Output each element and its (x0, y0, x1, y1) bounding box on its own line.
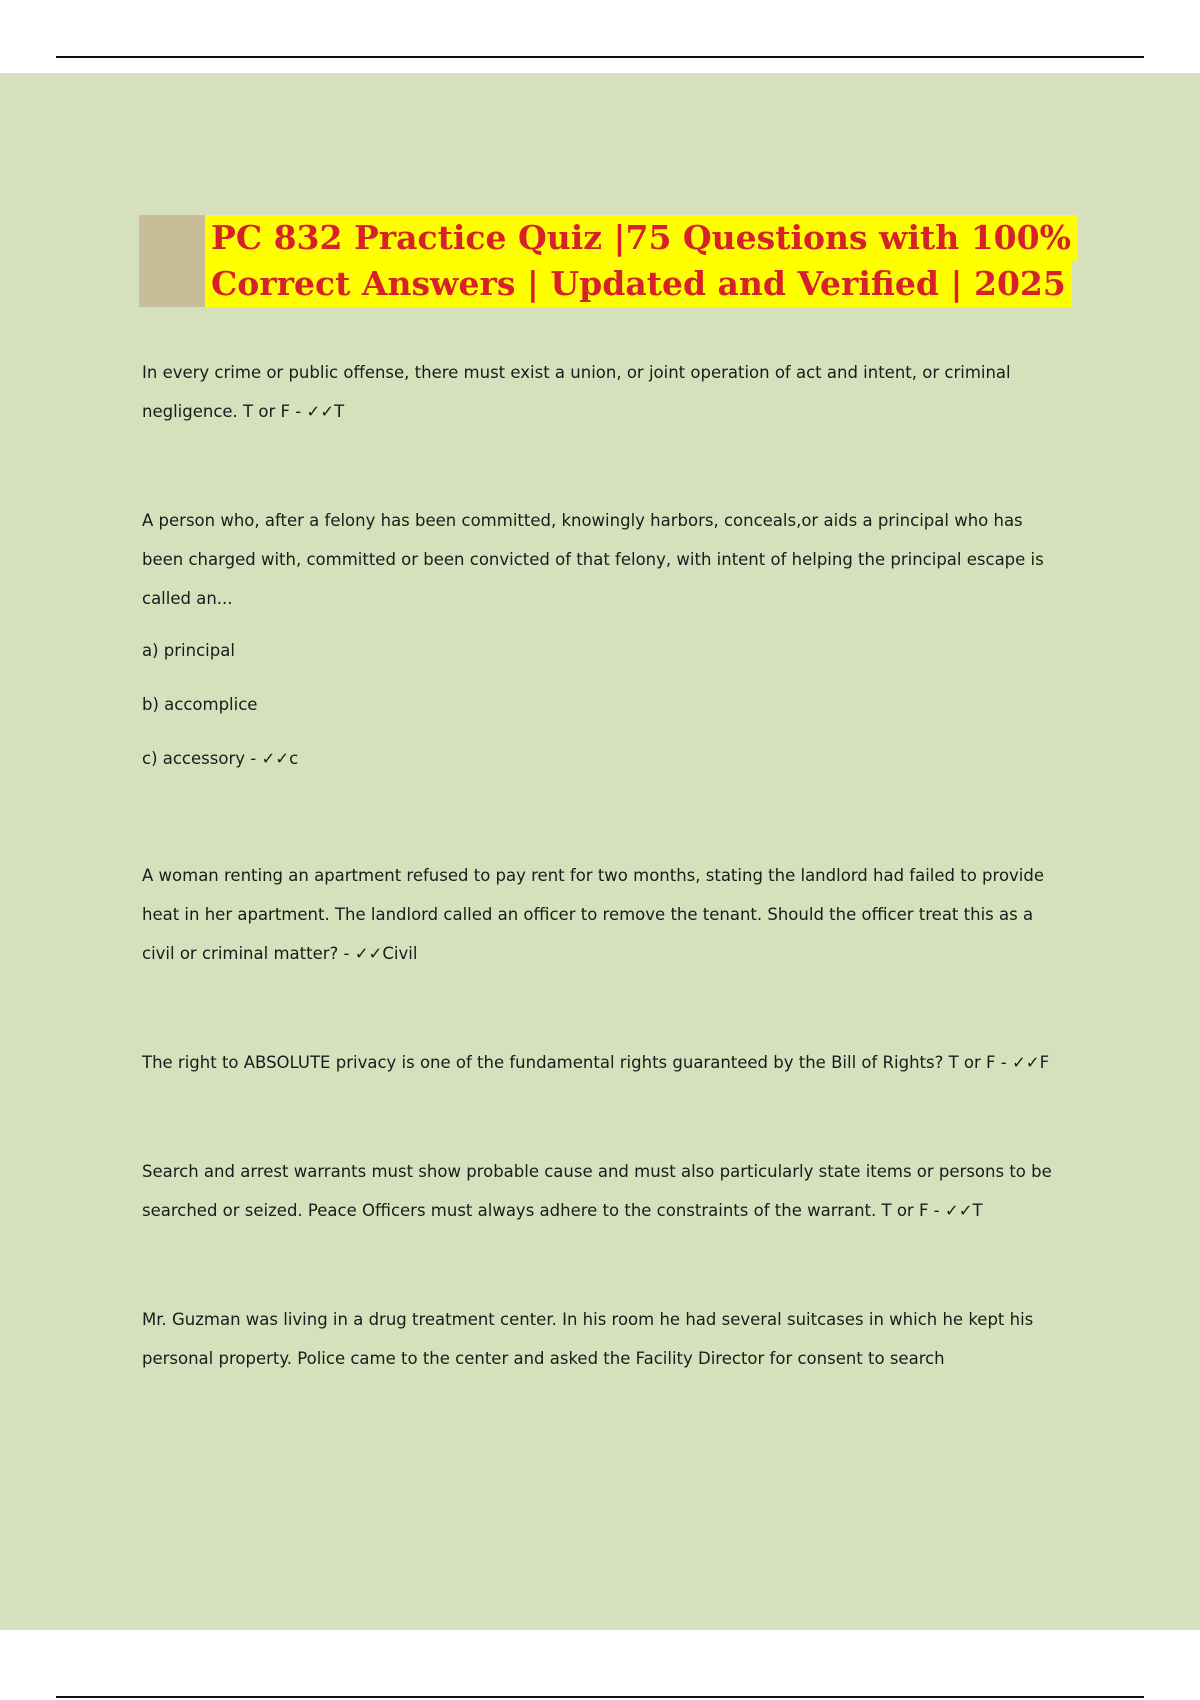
title-line-1: PC 832 Practice Quiz |75 Questions with 100% (205, 215, 1077, 261)
document-page (0, 73, 1200, 1630)
question-2-option-c: c) accessory - ✓✓c (142, 749, 299, 768)
question-2: A person who, after a felony has been committed, knowingly harbors, conceals,or aids a principal who has been charged with, committed or been convicted of that felony, with intent of helping the principal escape is called an... (142, 511, 1044, 608)
title-line-2: Correct Answers | Updated and Verified | 2025 (205, 261, 1072, 307)
top-rule (56, 56, 1144, 58)
document-title (205, 215, 1071, 307)
quiz-content (142, 353, 1062, 1378)
question-6: Mr. Guzman was living in a drug treatment center. In his room he had several suitcases in which he kept his personal property. Police came to the center and asked the Facility Director for consent to search (142, 1310, 1034, 1368)
bottom-rule (56, 1696, 1144, 1698)
question-4: The right to ABSOLUTE privacy is one of the fundamental rights guaranteed by the Bill of Rights? T or F - ✓✓F (142, 1053, 1050, 1072)
question-5: Search and arrest warrants must show probable cause and must also particularly state items or persons to be searched or seized. Peace Officers must always adhere to the constraints of the warrant. T or F - ✓✓T (142, 1162, 1052, 1220)
question-2-option-a: a) principal (142, 641, 235, 660)
question-1: In every crime or public offense, there must exist a union, or joint operation of act and intent, or criminal negligence. T or F - ✓✓T (142, 363, 1011, 421)
question-3: A woman renting an apartment refused to pay rent for two months, stating the landlord had failed to provide heat in her apartment. The landlord called an officer to remove the tenant. Should the officer treat this as a civil or criminal matter? - ✓✓Civil (142, 866, 1045, 963)
question-2-option-b: b) accomplice (142, 695, 258, 714)
